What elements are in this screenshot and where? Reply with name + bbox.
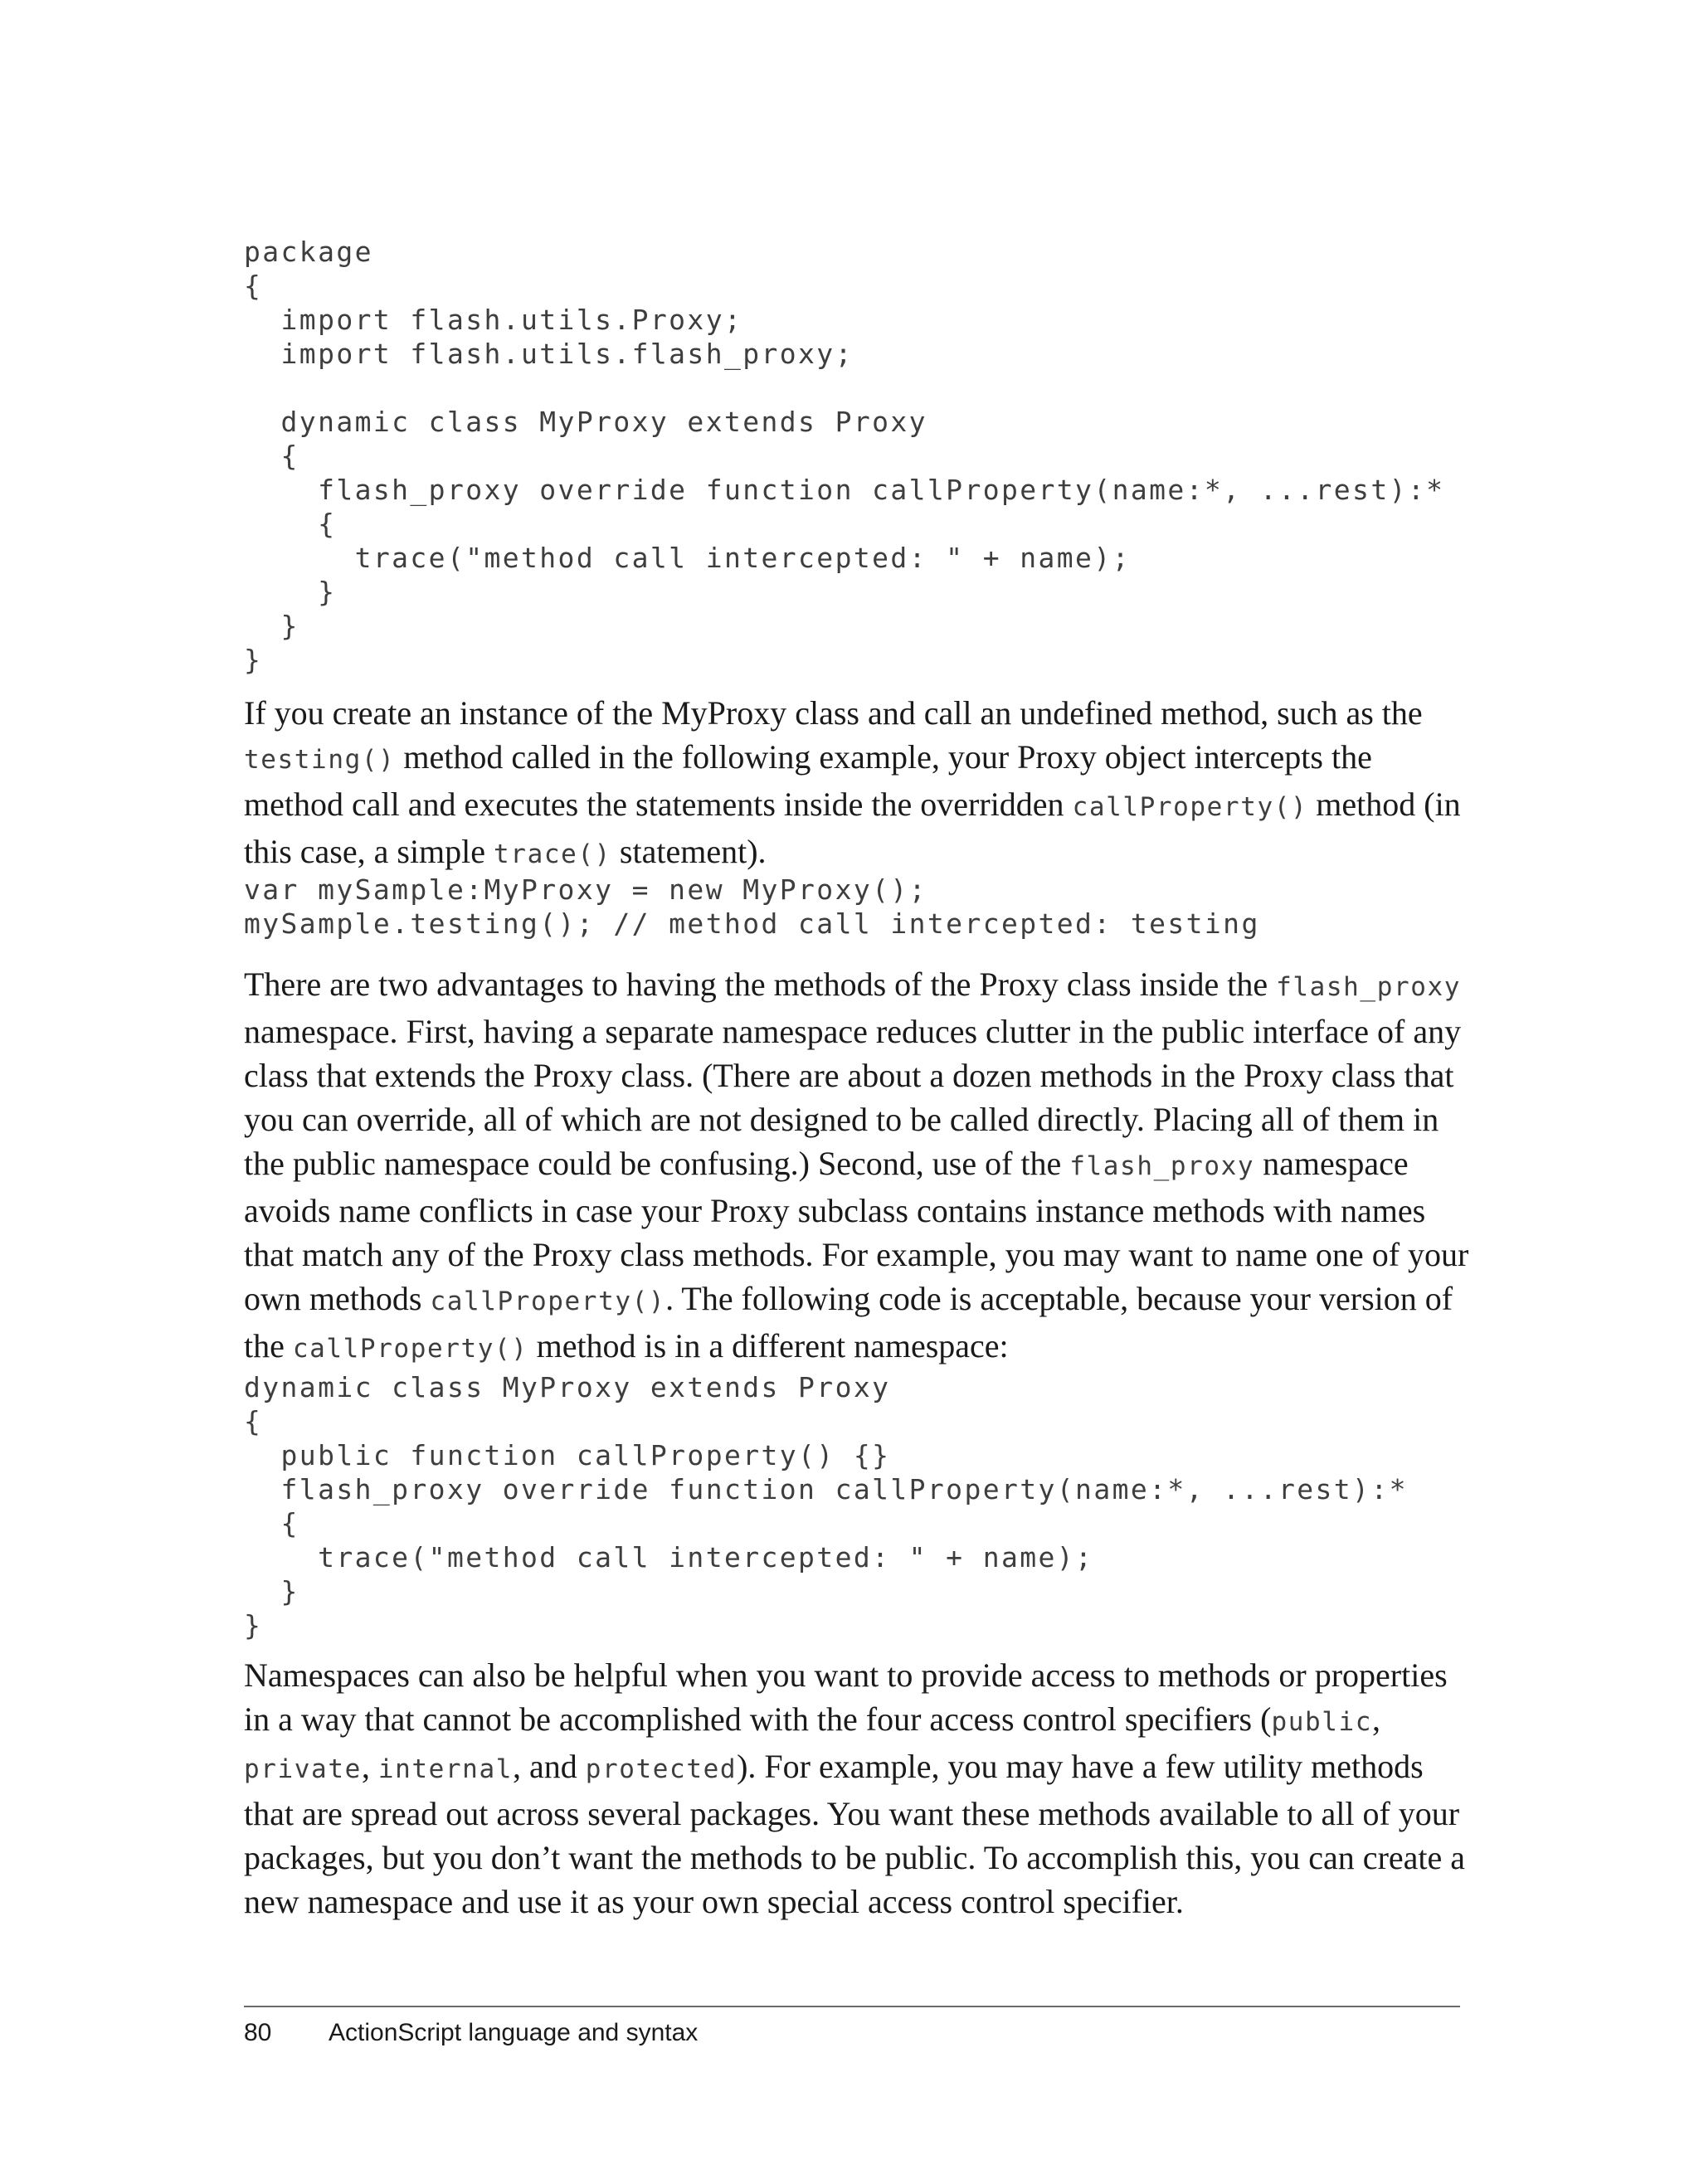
inline-code: testing() — [244, 745, 396, 775]
text-run: . The following code is acceptable, because your version of the — [244, 1280, 1453, 1364]
text-run: , and — [512, 1748, 586, 1785]
inline-code: protected — [585, 1754, 738, 1784]
footer-chapter-title: ActionScript language and syntax — [329, 2019, 699, 2046]
inline-code: trace() — [494, 839, 611, 869]
paragraph-myproxy-instance — [244, 691, 1476, 877]
text-run: There are two advantages to having the methods of the Proxy class inside the — [244, 966, 1277, 1003]
paragraph-flash-proxy-advantages — [244, 962, 1476, 1371]
inline-code: callProperty() — [430, 1287, 666, 1316]
text-run: , — [1372, 1700, 1381, 1738]
footer-divider — [244, 2006, 1460, 2007]
page-number: 80 — [244, 2019, 272, 2046]
paragraph-namespaces-access — [244, 1653, 1476, 1924]
text-run: statement). — [611, 833, 767, 870]
code-block-proxy-class: package { import flash.utils.Proxy; import flash.utils.flash_proxy; dynamic class MyProxy extends Proxy { flash_proxy override function callProperty(name:*, ...rest):* { trace("method call intercepted: " + name); } } } — [244, 236, 1445, 676]
code-block-mysample: var mySample:MyProxy = new MyProxy(); mySample.testing(); // method call intercepted: testing — [244, 873, 1260, 940]
text-run: , — [361, 1748, 378, 1785]
inline-code: flash_proxy — [1276, 972, 1462, 1002]
code-block-callproperty-override: dynamic class MyProxy extends Proxy { public function callProperty() {} flash_proxy override function callProperty(name:*, ...rest):* { trace("method call intercepted: " + name); } } — [244, 1371, 1408, 1642]
inline-code: callProperty() — [292, 1334, 528, 1364]
text-run: namespace. First, having a separate namespace reduces clutter in the public interface of any class that extends the Proxy class. (There are about a dozen methods in the Proxy class that you can override, all of which are not designed to be called directly. Placing all of them in the public namespace could be confusing.) Second, use of the — [244, 1013, 1462, 1182]
text-run: namespace avoids name conflicts in case your Proxy subclass contains instance methods with names that match any of the Proxy class methods. For example, you may want to name one of your own methods — [244, 1145, 1469, 1317]
inline-code: internal — [377, 1754, 513, 1784]
text-run: method is in a different namespace: — [528, 1327, 1009, 1364]
text-run: Namespaces can also be helpful when you want to provide access to methods or properties in a way that cannot be accomplished with the four access control specifiers ( — [244, 1656, 1448, 1738]
inline-code: flash_proxy — [1069, 1151, 1255, 1181]
text-run: method called in the following example, your Proxy object intercepts the method call and executes the statements inside the overridden — [244, 738, 1372, 823]
text-run: If you create an instance of the MyProxy class and call an undefined method, such as the — [244, 694, 1423, 732]
text-run: method (in this case, a simple — [244, 786, 1461, 870]
inline-code: public — [1271, 1707, 1373, 1737]
text-run: ). For example, you may have a few utility methods that are spread out across several packages. You want these methods available to all of your packages, but you don’t want the methods to be public. To accomplish this, you can create a new namespace and use it as your own special access control specifier. — [244, 1748, 1466, 1920]
inline-code: private — [244, 1754, 362, 1784]
inline-code: callProperty() — [1072, 792, 1308, 822]
